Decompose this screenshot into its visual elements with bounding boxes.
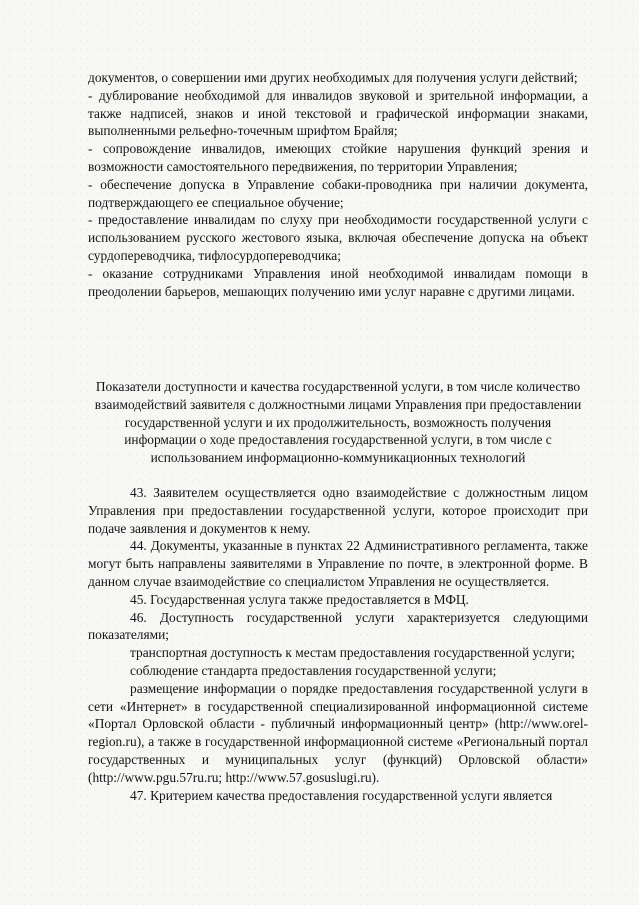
list-item: - предоставление инвалидам по слуху при необходимости государственной услуги с использованием русского жестового языка, включая обеспечение допуска на объект сурдопереводчика, тифлосурдопереводчика; xyxy=(88,212,588,263)
list-item: - оказание сотрудниками Управления иной необходимой инвалидам помощи в преодолении барьеров, мешающих получению ими услуг наравне с другими лицами. xyxy=(88,265,588,299)
paragraph-44: 44. Документы, указанные в пунктах 22 Административного регламента, также могут быть направлены заявителями в Управление по почте, в электронной форме. В данном случае взаимодействие со специалистом Управления не осуществляется. xyxy=(88,538,588,589)
paragraph-47: 47. Критерием качества предоставления государственной услуги является xyxy=(130,787,553,803)
list-item: - обеспечение допуска в Управление собаки-проводника при наличии документа, подтверждающего ее специальное обучение; xyxy=(88,176,588,210)
section-heading: Показатели доступности и качества государственной услуги, в том числе количество взаимодействий заявителя с должностными лицами Управления при предоставлении государственной услуги и их продолжительность, возможность получения информации о ходе предоставления государственной услуги, в том числе с использованием информационно-коммуникационных технологий xyxy=(94,379,582,466)
accessibility-measures-list xyxy=(88,69,588,300)
paragraph-46: 46. Доступность государственной услуги характеризуется следующими показателями; xyxy=(88,609,588,643)
body-paragraphs xyxy=(88,484,588,804)
paragraph-info-placement: размещение информации о порядке предоставления государственной услуги в сети «Интернет» в государственной специализированной информационной системе «Портал Орловской области - публичный информационный центр» (http://www.orel-region.ru), а также в государственной информационной системе «Региональный портал государственных и муниципальных услуг (функций) Орловской области» (http://www.pgu.57ru.ru; http://www.57.gosuslugi.ru). xyxy=(88,680,588,785)
paragraph-43: 43. Заявителем осуществляется одно взаимодействие с должностным лицом Управления при предоставлении государственной услуги, которое происходит при подаче заявления и документов к нему. xyxy=(88,485,588,536)
list-item: - дублирование необходимой для инвалидов звуковой и зрительной информации, а также надписей, знаков и иной текстовой и графической информации знаками, выполненными рельефно-точечным шрифтом Брайля; xyxy=(88,87,588,139)
list-item: документов, о совершении ими других необходимых для получения услуги действий; xyxy=(88,70,578,85)
paragraph-standard: соблюдение стандарта предоставления государственной услуги; xyxy=(130,662,497,678)
list-item: - сопровождение инвалидов, имеющих стойкие нарушения функций зрения и возможности самостоятельного передвижения, по территории Управления; xyxy=(88,141,588,174)
paragraph-45: 45. Государственная услуга также предоставляется в МФЦ. xyxy=(130,591,469,607)
paragraph-transport: транспортная доступность к местам предоставления государственной услуги; xyxy=(130,645,575,661)
